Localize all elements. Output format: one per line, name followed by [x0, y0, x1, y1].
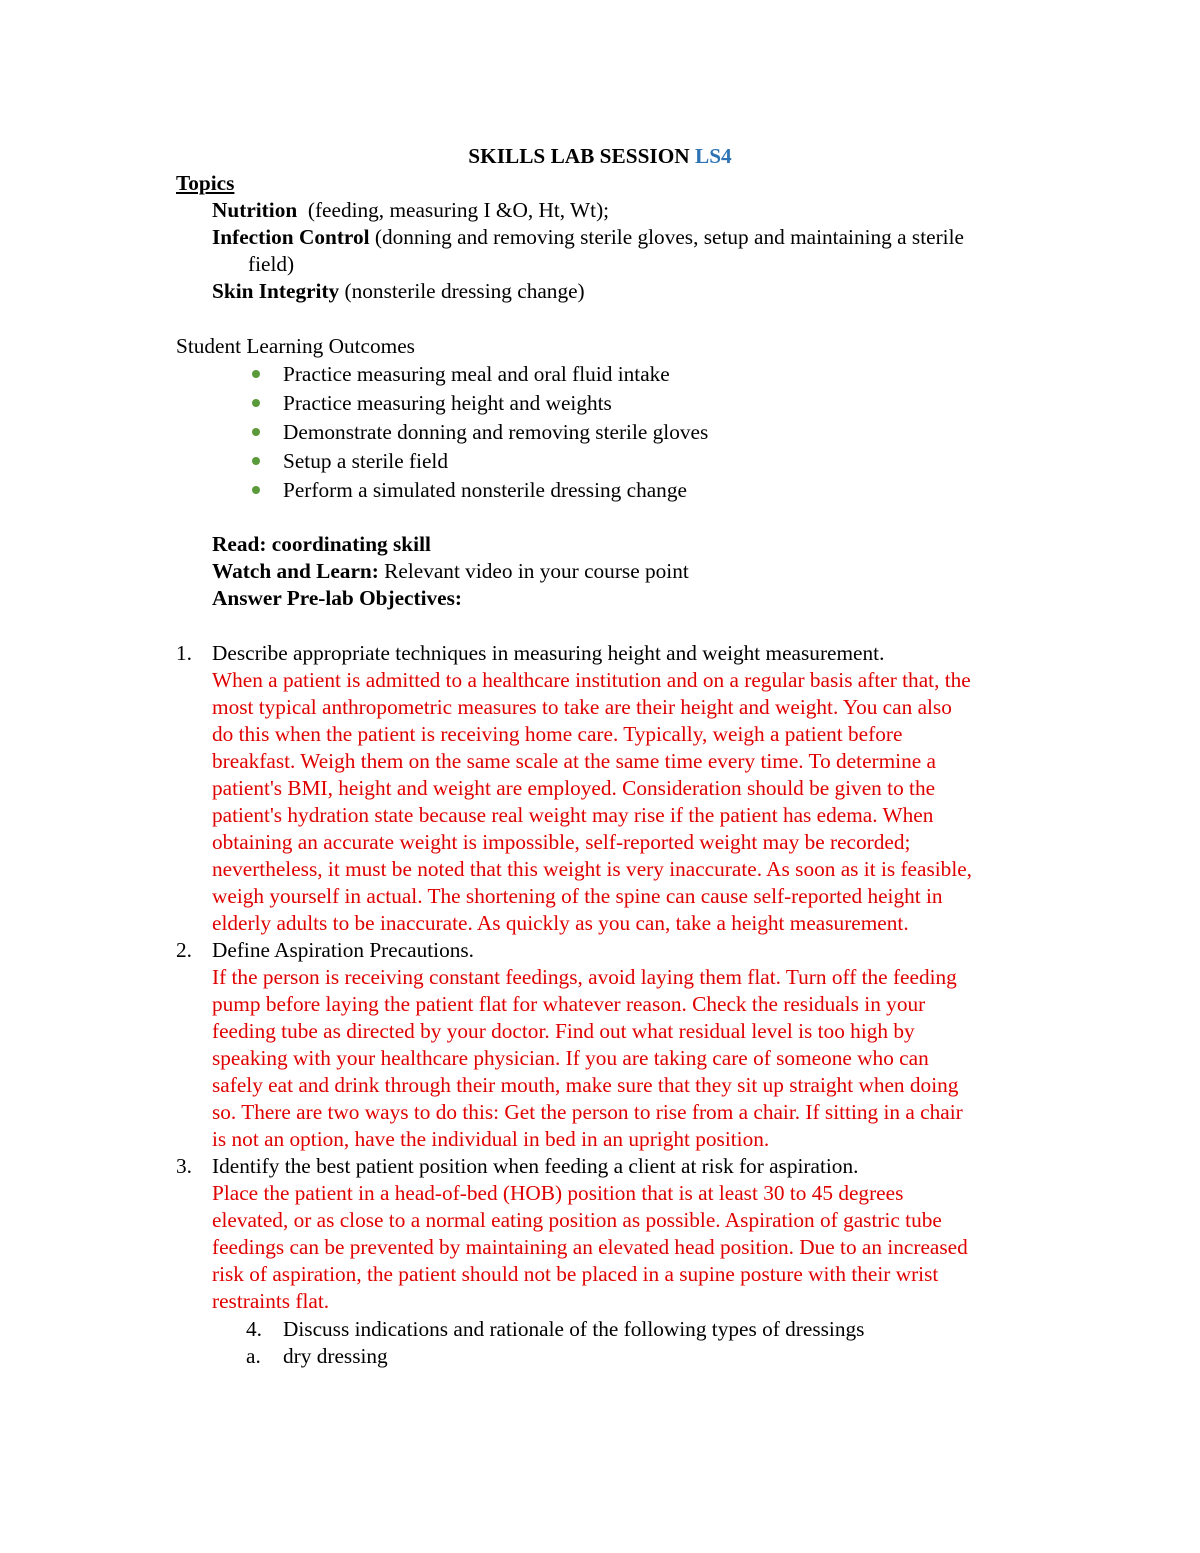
- topic-skin-integrity: [212, 278, 585, 305]
- answer-line: nevertheless, it must be noted that this weight is very inaccurate. As soon as it is feasible,: [212, 857, 973, 881]
- question-text: Define Aspiration Precautions.: [212, 938, 475, 962]
- answer-line: If the person is receiving constant feedings, avoid laying them flat. Turn off the feeding: [212, 965, 957, 989]
- answer-line: do this when the patient is receiving home care. Typically, weigh a patient before: [212, 722, 903, 746]
- answer-line: patient's BMI, height and weight are employed. Consideration should be given to the: [212, 776, 936, 800]
- answer-line: elevated, or as close to a normal eating position as possible. Aspiration of gastric tube: [212, 1208, 942, 1232]
- answer-line: obtaining an accurate weight is impossible, self-reported weight may be recorded;: [212, 830, 911, 854]
- topic-label: Skin Integrity: [212, 279, 340, 303]
- answer-line: speaking with your healthcare physician. If you are taking care of someone who can: [212, 1046, 929, 1070]
- topic-label: Nutrition: [212, 198, 298, 222]
- answer-line: most typical anthropometric measures to take are their height and weight. You can also: [212, 695, 952, 719]
- bullet-icon: [252, 399, 260, 407]
- answer-line: Place the patient in a head-of-bed (HOB) position that is at least 30 to 45 degrees: [212, 1181, 904, 1205]
- answer-line: feedings can be prevented by maintaining an elevated head position. Due to an increased: [212, 1235, 968, 1259]
- bullet-icon: [252, 457, 260, 465]
- question-number: 4.: [246, 1317, 262, 1341]
- answer-line: pump before laying the patient flat for whatever reason. Check the residuals in your: [212, 992, 926, 1016]
- answer-line: risk of aspiration, the patient should not be placed in a supine posture with their wrist: [212, 1262, 939, 1286]
- answer-line: feeding tube as directed by your doctor. Find out what residual level is too high by: [212, 1019, 915, 1043]
- answer-line: patient's hydration state because real weight may rise if the patient has edema. When: [212, 803, 934, 827]
- topic-text: (feeding, measuring I &O, Ht, Wt);: [297, 198, 610, 222]
- answer-line: weigh yourself in actual. The shortening of the spine can cause self-reported height in: [212, 884, 943, 908]
- bullet-icon: [252, 428, 260, 436]
- read-label: Read: coordinating skill: [212, 532, 431, 556]
- question-text: Identify the best patient position when feeding a client at risk for aspiration.: [212, 1154, 859, 1178]
- outcome-item: Practice measuring meal and oral fluid intake: [283, 362, 670, 386]
- answer-line: safely eat and drink through their mouth, make sure that they sit up straight when doing: [212, 1073, 959, 1097]
- topic-continuation: field): [248, 252, 295, 276]
- question-text: Describe appropriate techniques in measuring height and weight measurement.: [212, 641, 885, 665]
- outcome-item: Demonstrate donning and removing sterile gloves: [283, 420, 709, 444]
- outcome-item: Setup a sterile field: [283, 449, 448, 473]
- title-prefix: SKILLS LAB SESSION: [468, 144, 690, 168]
- answer-line: restraints flat.: [212, 1289, 330, 1313]
- title-code: LS4: [695, 144, 732, 168]
- answer-line: elderly adults to be inaccurate. As quickly as you can, take a height measurement.: [212, 911, 909, 935]
- outcome-item: Practice measuring height and weights: [283, 391, 612, 415]
- watch-label: Watch and Learn:: [212, 559, 379, 583]
- question-number: 3.: [176, 1154, 192, 1178]
- outcome-item: Perform a simulated nonsterile dressing change: [283, 478, 687, 502]
- topic-text: (donning and removing sterile gloves, setup and maintaining a sterile: [369, 225, 964, 249]
- topic-label: Infection Control: [212, 225, 370, 249]
- answer-line: is not an option, have the individual in bed in an upright position.: [212, 1127, 770, 1151]
- question-number: 2.: [176, 938, 192, 962]
- topic-text: (nonsterile dressing change): [339, 279, 585, 303]
- sub-item-text: dry dressing: [283, 1344, 388, 1368]
- bullet-icon: [252, 486, 260, 494]
- page-title: [0, 143, 1200, 170]
- watch-line: [212, 558, 689, 585]
- answer-label: Answer Pre-lab Objectives:: [212, 586, 462, 610]
- topics-heading: Topics: [176, 171, 235, 195]
- answer-line: so. There are two ways to do this: Get the person to rise from a chair. If sitting in a chair: [212, 1100, 963, 1124]
- topic-nutrition: [212, 197, 609, 224]
- sub-item-letter: a.: [246, 1344, 261, 1368]
- answer-line: breakfast. Weigh them on the same scale at the same time every time. To determine a: [212, 749, 936, 773]
- question-number: 1.: [176, 641, 192, 665]
- bullet-icon: [252, 370, 260, 378]
- outcomes-heading: Student Learning Outcomes: [176, 334, 415, 358]
- answer-line: When a patient is admitted to a healthcare institution and on a regular basis after that, the: [212, 668, 971, 692]
- question-text: Discuss indications and rationale of the following types of dressings: [283, 1317, 865, 1341]
- topic-infection-control: [212, 224, 964, 251]
- watch-text: Relevant video in your course point: [378, 559, 689, 583]
